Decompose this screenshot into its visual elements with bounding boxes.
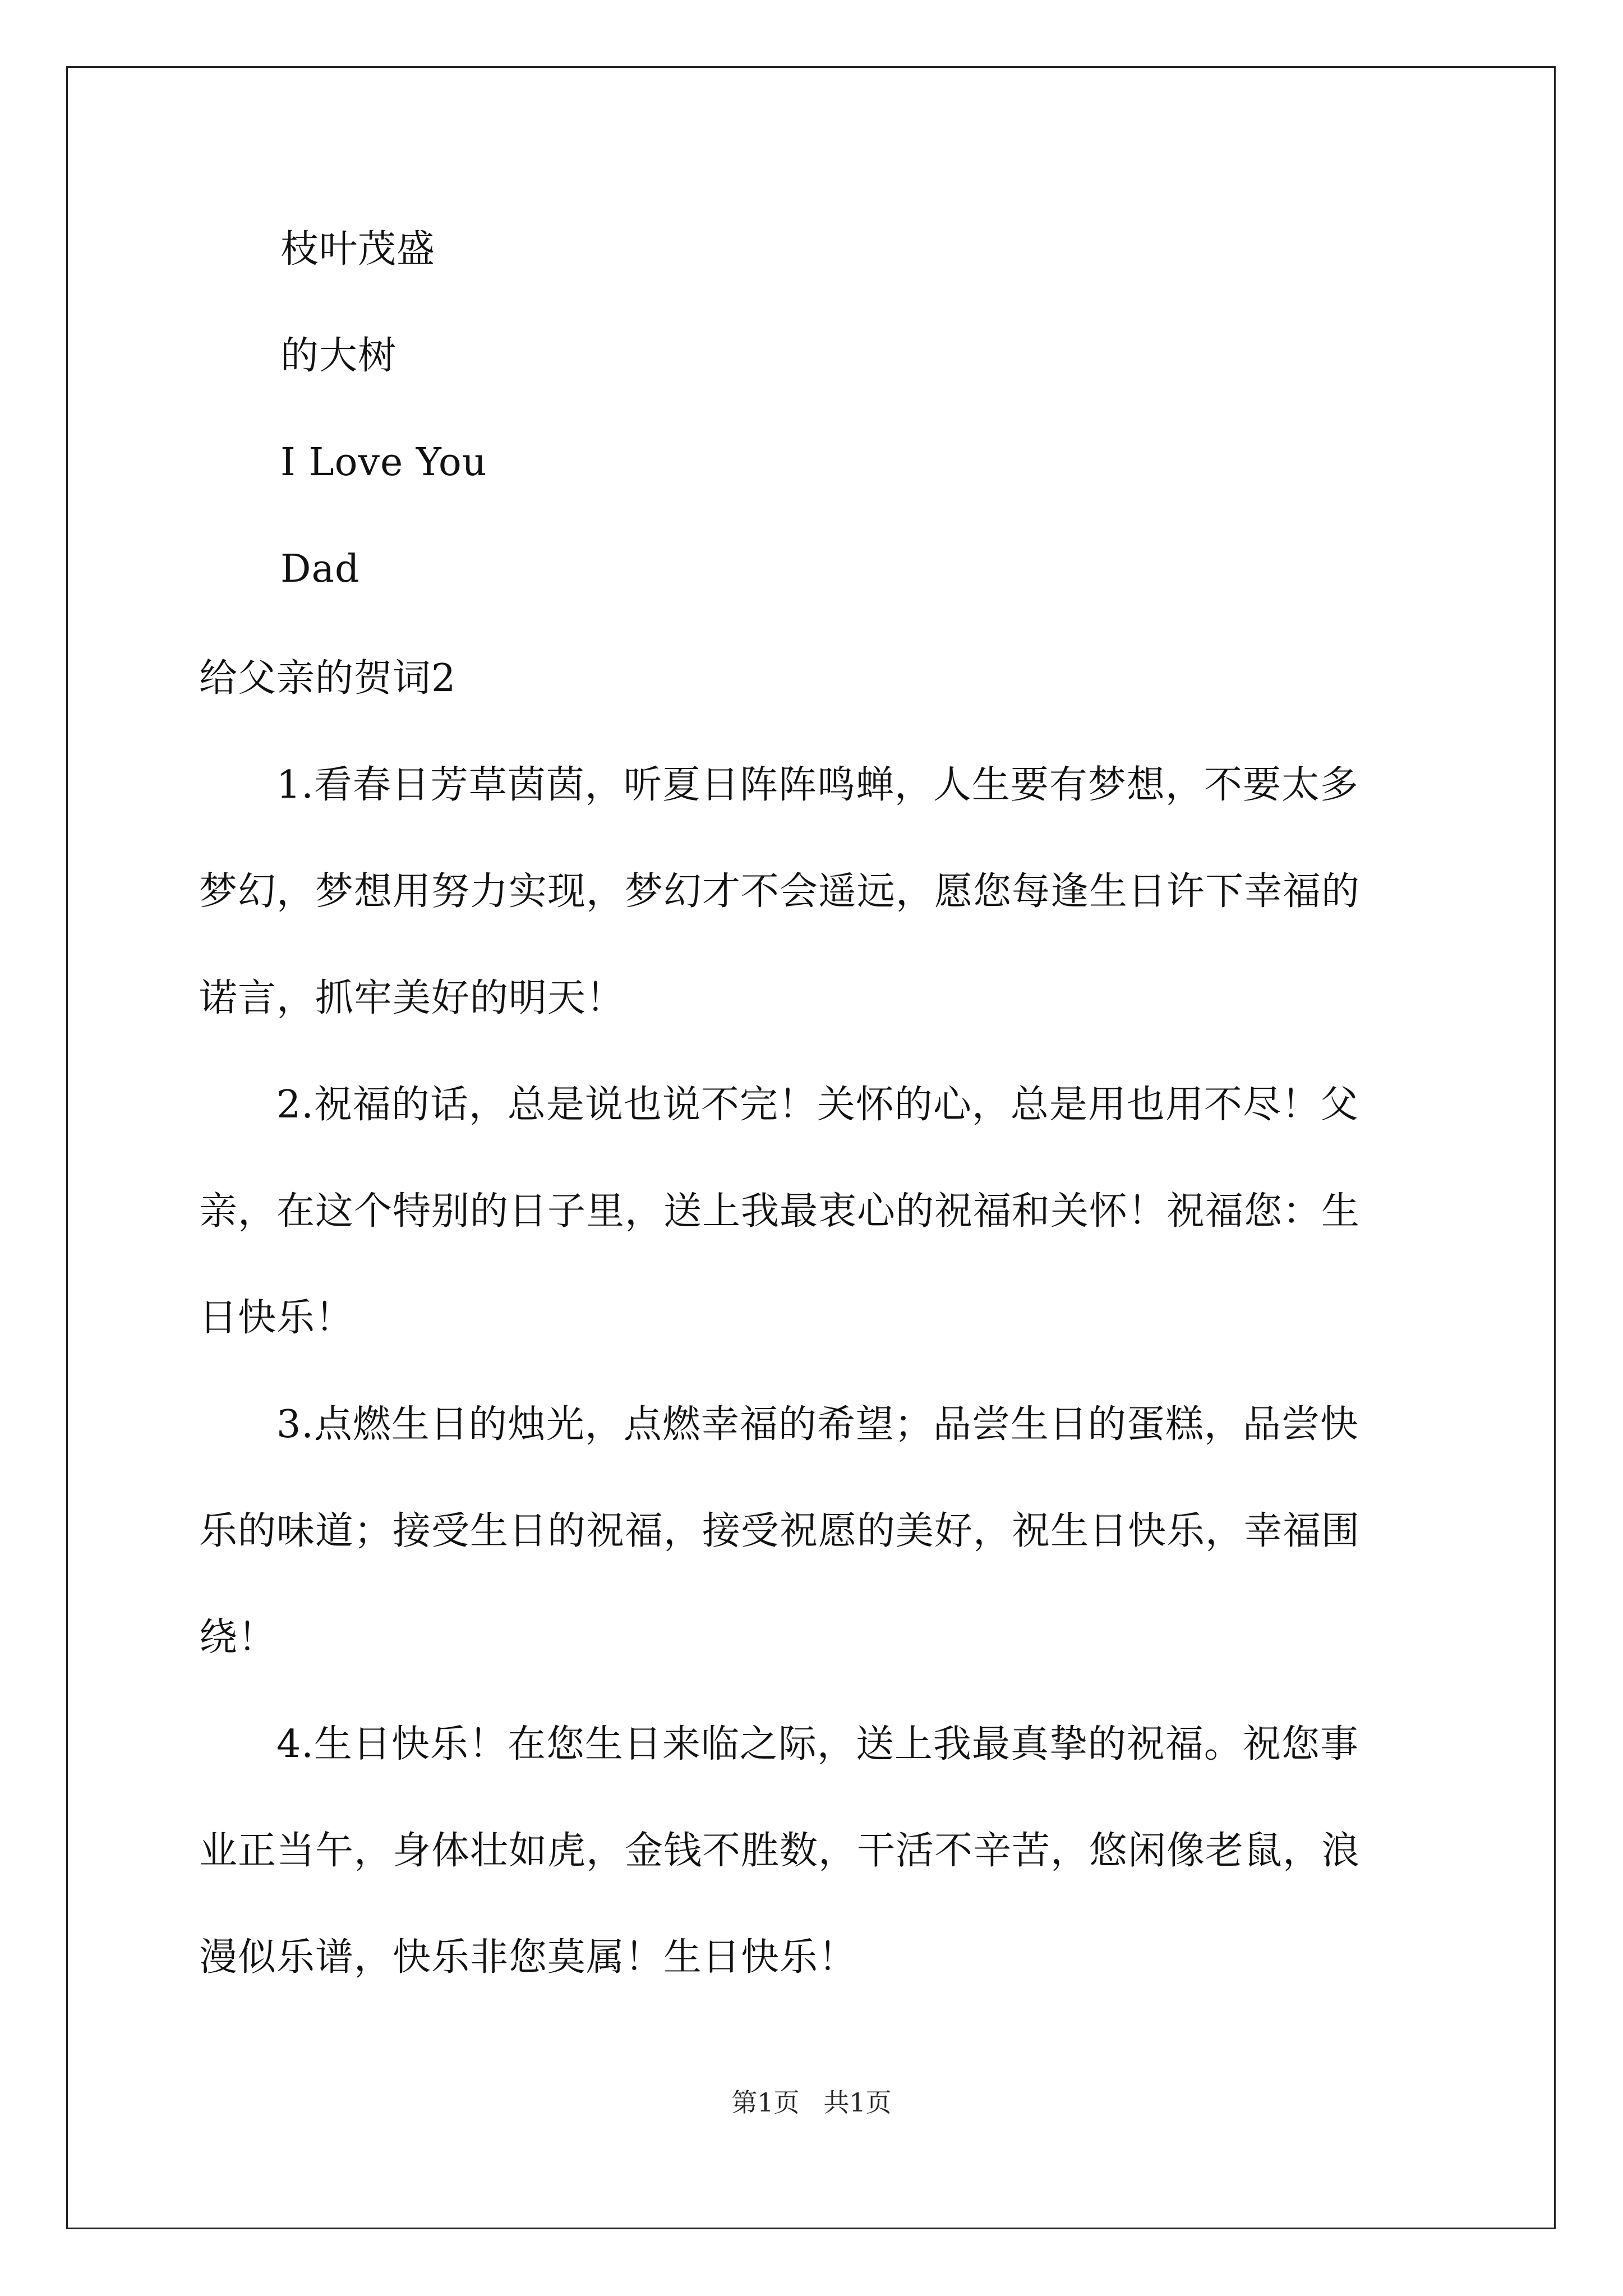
poem-line: 的大树 [280,334,397,378]
paragraph-line: 梦幻，梦想用努力实现，梦幻才不会遥远，愿您每逢生日许下幸福的 [199,869,1361,914]
page-border [66,66,1556,2229]
paragraph-line: 漫似乐谱，快乐非您莫属！生日快乐！ [199,1935,857,1980]
poem-line: I Love You [280,440,487,485]
paragraph-line: 日快乐！ [199,1296,354,1340]
paragraph-line: 诺言，抓牢美好的明天！ [199,976,625,1020]
paragraph-line: 3.点燃生日的烛光，点燃幸福的希望；品尝生日的蛋糕，品尝快 [199,1402,1359,1447]
paragraph-line: 乐的味道；接受生日的祝福，接受祝愿的美好，祝生日快乐，幸福围 [199,1509,1361,1553]
paragraph-line: 4.生日快乐！在您生日来临之际，送上我最真挚的祝福。祝您事 [199,1722,1359,1766]
paragraph-line: 1.看春日芳草茵茵，听夏日阵阵鸣蝉，人生要有梦想，不要太多 [199,763,1359,807]
section-title: 给父亲的贺词2 [199,656,457,701]
page-number-total: 共1页 [823,2087,892,2118]
poem-line: 枝叶茂盛 [280,227,436,272]
paragraph-line: 亲，在这个特别的日子里，送上我最衷心的祝福和关怀！祝福您：生 [199,1189,1361,1234]
paragraph-line: 绕！ [199,1616,277,1660]
page-footer [0,2087,1623,2118]
paragraph-line: 2.祝福的话，总是说也说不完！关怀的心，总是用也用不尽！父 [199,1083,1359,1127]
page-number-current: 第1页 [731,2087,800,2118]
paragraph-line: 业正当午，身体壮如虎，金钱不胜数，干活不辛苦，悠闲像老鼠，浪 [199,1829,1361,1873]
poem-line: Dad [280,547,360,591]
